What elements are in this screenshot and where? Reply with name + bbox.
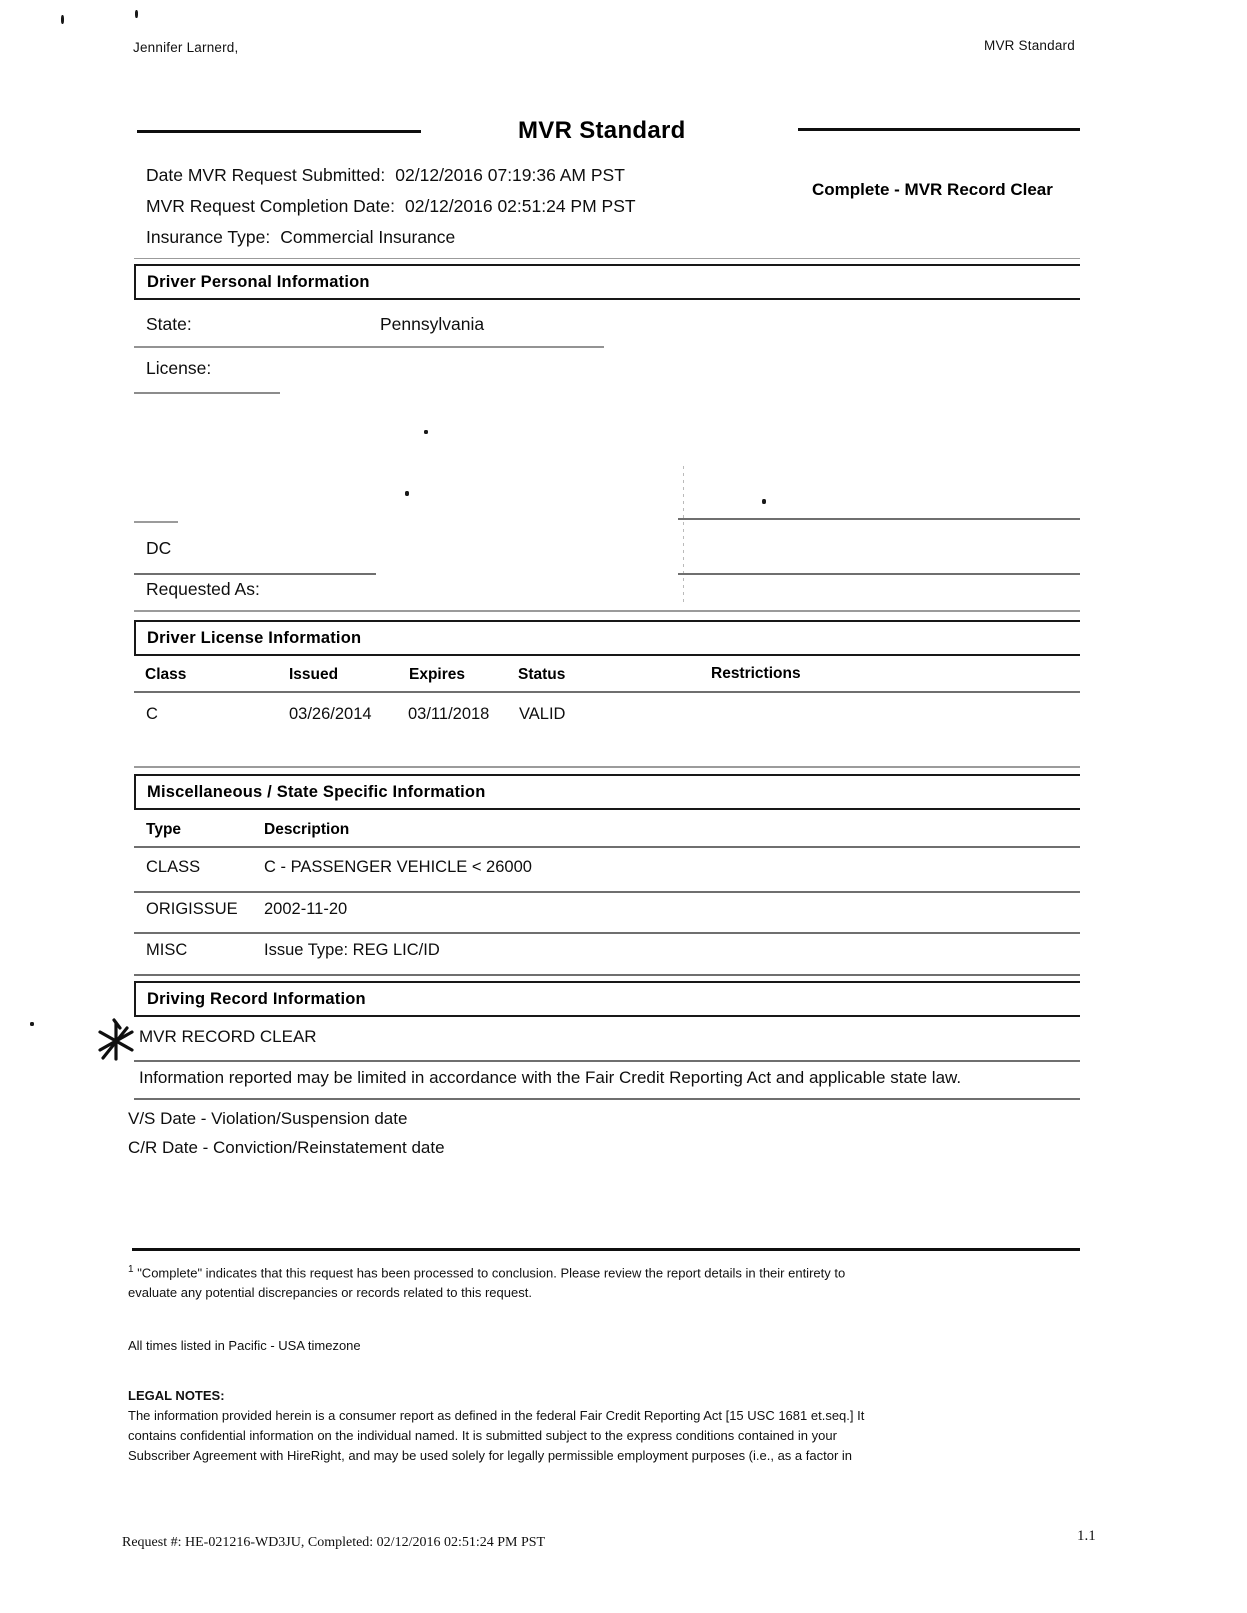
dc-value: DC <box>146 538 172 558</box>
state-underline <box>134 346 604 348</box>
submitted-row <box>146 165 625 186</box>
footer-page-number: 1.1 <box>1077 1528 1096 1544</box>
cell-issued: 03/26/2014 <box>289 705 372 723</box>
completion-row <box>146 196 636 217</box>
redacted-rule-right-1 <box>678 518 1080 520</box>
footnote-line-1: "Complete" indicates that this request has been processed to conclusion. Please review the report details in their entirety to <box>137 1265 846 1281</box>
insurance-label: Insurance Type: <box>146 227 271 247</box>
cell-description: 2002-11-20 <box>264 900 348 918</box>
submitted-value: 02/12/2016 07:19:36 AM PST <box>395 165 625 185</box>
cell-status: VALID <box>519 705 566 723</box>
cell-type: MISC <box>146 941 188 959</box>
column-header-description: Description <box>264 821 350 838</box>
page-title: MVR Standard <box>518 117 686 144</box>
scan-speck <box>30 1022 34 1026</box>
disclaimer-underline <box>134 1098 1080 1100</box>
cell-type: ORIGISSUE <box>146 900 238 918</box>
legend-cr-date: C/R Date - Conviction/Reinstatement date <box>128 1138 445 1157</box>
misc-header-underline <box>134 846 1080 848</box>
redacted-rule-right-2 <box>678 573 1080 575</box>
section-top-hairline <box>134 766 1080 768</box>
license-underline <box>134 392 280 394</box>
submitted-label: Date MVR Request Submitted: <box>146 165 386 185</box>
cell-expires: 03/11/2018 <box>408 705 490 723</box>
section-header-driver-personal-information <box>134 264 1080 300</box>
legal-line-3: Subscriber Agreement with HireRight, and may be used solely for legally permissible employment purposes (i.e., as a factor in <box>128 1448 853 1464</box>
cell-description: Issue Type: REG LIC/ID <box>264 941 440 959</box>
scan-speck <box>135 10 138 18</box>
footer-request-line: Request #: HE-021216-WD3JU, Completed: 02/12/2016 02:51:24 PM PST <box>122 1535 546 1550</box>
column-header-type: Type <box>146 821 182 838</box>
insurance-row <box>146 227 455 248</box>
footnote-block <box>128 1262 1028 1304</box>
cell-description: C - PASSENGER VEHICLE < 26000 <box>264 858 532 876</box>
footnote-separator-rule <box>132 1248 1080 1251</box>
misc-row-underline <box>134 891 1080 893</box>
misc-row-underline <box>134 932 1080 934</box>
license-label: License: <box>146 358 212 378</box>
insurance-value: Commercial Insurance <box>280 227 456 247</box>
column-header-issued: Issued <box>289 666 339 683</box>
record-status-underline <box>134 1060 1080 1062</box>
title-rule-right <box>798 128 1080 131</box>
section-top-hairline <box>134 258 1080 259</box>
running-header-right: MVR Standard <box>984 38 1075 53</box>
dc-top-hairline <box>134 521 178 523</box>
state-value: Pennsylvania <box>380 314 485 334</box>
column-header-restrictions: Restrictions <box>711 665 801 682</box>
column-header-class: Class <box>145 666 187 683</box>
section-title: Miscellaneous / State Specific Information <box>147 783 486 801</box>
section-title: Driver Personal Information <box>147 273 370 291</box>
column-header-expires: Expires <box>409 666 466 683</box>
title-rule-left <box>137 130 421 133</box>
scan-speck <box>762 499 766 504</box>
completion-label: MVR Request Completion Date: <box>146 196 395 216</box>
section-header-driving-record-information <box>134 981 1080 1017</box>
footnote-marker: 1 <box>128 1264 134 1275</box>
timezone-note: All times listed in Pacific - USA timezone <box>128 1338 361 1353</box>
legal-line-1: The information provided herein is a consumer report as defined in the federal Fair Credit Reporting Act [15 USC 1681 et.seq.] It <box>128 1408 865 1423</box>
section-header-driver-license-information <box>134 620 1080 656</box>
section-title: Driver License Information <box>147 629 362 647</box>
cell-type: CLASS <box>146 858 201 876</box>
legal-notes-body <box>128 1406 1038 1466</box>
scan-vertical-line <box>683 466 684 606</box>
status-badge: Complete - MVR Record Clear <box>812 180 1053 199</box>
section-title: Driving Record Information <box>147 990 366 1008</box>
completion-value: 02/12/2016 02:51:24 PM PST <box>405 196 636 216</box>
legal-notes-heading: LEGAL NOTES: <box>128 1388 225 1403</box>
section-header-miscellaneous-state-specific <box>134 774 1080 810</box>
misc-row-underline <box>134 974 1080 976</box>
section-top-hairline <box>134 610 1080 612</box>
scan-speck <box>405 491 409 496</box>
legal-line-2: contains confidential information on the individual named. It is submitted subject to the express conditions contained in your <box>128 1428 837 1444</box>
scan-speck <box>424 430 428 434</box>
cell-class: C <box>146 705 158 723</box>
dc-underline <box>134 573 376 575</box>
state-label: State: <box>146 314 192 334</box>
column-header-status: Status <box>518 666 566 683</box>
license-header-underline <box>134 691 1080 693</box>
fcra-disclaimer: Information reported may be limited in accordance with the Fair Credit Reporting Act and applicable state law. <box>139 1068 962 1087</box>
scan-speck <box>61 15 64 24</box>
legend-vs-date: V/S Date - Violation/Suspension date <box>128 1109 408 1128</box>
footnote-line-2: evaluate any potential discrepancies or records related to this request. <box>128 1285 532 1301</box>
driving-record-status: MVR RECORD CLEAR <box>139 1027 317 1046</box>
asterisk-mark <box>94 1014 138 1066</box>
requested-as-label: Requested As: <box>146 579 260 599</box>
running-header-left: Jennifer Larnerd, <box>133 40 239 55</box>
